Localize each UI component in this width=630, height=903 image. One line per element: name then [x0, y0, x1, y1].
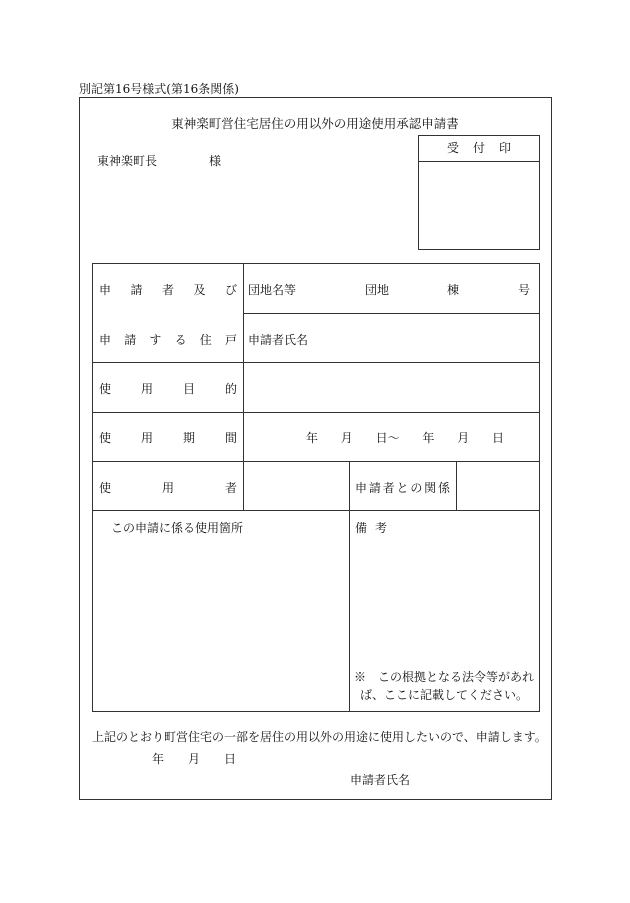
housing-input-area[interactable]	[244, 264, 540, 313]
label-char: 戸	[224, 333, 237, 347]
form-title: 東神楽町営住宅居住の用以外の用途使用承認申請書	[171, 116, 459, 131]
usage-location-label: この申請に係る使用箇所	[111, 521, 244, 535]
applicant-name-input-area[interactable]	[244, 314, 540, 362]
remarks-note-line2: ば、ここに記載してください。	[360, 688, 529, 702]
label-char: 目	[182, 382, 195, 396]
purpose-label	[99, 380, 237, 397]
relation-label	[355, 479, 450, 496]
label-char: 者	[382, 481, 395, 495]
remarks-note	[354, 668, 534, 704]
housing-field-label: 団地名等	[248, 283, 297, 297]
date-month-label: 月	[187, 752, 200, 766]
signature-label: 申請者氏名	[350, 773, 411, 787]
application-date[interactable]	[152, 750, 236, 767]
applicant-label-line1	[99, 281, 237, 298]
remarks-input-area[interactable]	[350, 536, 540, 666]
addressee-honorific: 様	[209, 154, 222, 168]
row-divider	[93, 510, 540, 511]
label-char: 申	[99, 333, 112, 347]
user-input-area[interactable]	[244, 462, 349, 510]
label-char: 住	[199, 333, 212, 347]
label-char: の	[410, 481, 423, 495]
period-label	[99, 429, 237, 446]
label-char: 者	[224, 481, 237, 495]
label-char: と	[396, 481, 409, 495]
label-char: 的	[224, 382, 237, 396]
label-char: 備	[355, 521, 368, 535]
label-char: 請	[124, 333, 137, 347]
period-end-day-label: 日	[491, 431, 504, 445]
period-value-fields[interactable]	[306, 429, 504, 446]
relation-input-area[interactable]	[457, 462, 540, 510]
period-end-month-label: 月	[457, 431, 470, 445]
purpose-input-area[interactable]	[244, 363, 540, 412]
reception-stamp-box	[418, 135, 540, 250]
reception-stamp-area[interactable]	[419, 162, 539, 251]
label-char: 間	[224, 431, 237, 445]
label-char: る	[174, 333, 187, 347]
user-label	[99, 479, 237, 496]
application-statement: 上記のとおり町営住宅の一部を居住の用以外の用途に使用したいので、申請します。	[92, 730, 547, 744]
addressee-name: 東神楽町長	[97, 154, 158, 168]
housing-building-label: 棟	[447, 283, 460, 297]
application-table	[92, 263, 540, 712]
label-char: 用	[140, 382, 153, 396]
reception-stamp-header: 受付印	[419, 136, 539, 162]
label-char: び	[224, 283, 237, 297]
label-char: 考	[374, 521, 387, 535]
period-start-day-label: 日～	[375, 431, 400, 445]
housing-estate-label: 団地	[365, 283, 390, 297]
usage-location-input-area[interactable]	[94, 536, 348, 710]
period-end-year-label: 年	[422, 431, 435, 445]
applicant-name-label: 申請者氏名	[248, 333, 309, 347]
label-char: 使	[99, 481, 112, 495]
signature-input-area[interactable]	[412, 766, 540, 788]
form-number-label: 別記第16号様式(第16条関係)	[79, 82, 239, 96]
label-char: 係	[437, 481, 450, 495]
label-char: 用	[140, 431, 153, 445]
date-day-label: 日	[223, 752, 236, 766]
period-start-month-label: 月	[340, 431, 353, 445]
remarks-note-line1: ※ この根拠となる法令等があれ	[354, 670, 535, 684]
remarks-label	[355, 519, 387, 536]
label-char: す	[149, 333, 162, 347]
label-char: 用	[161, 481, 174, 495]
label-char: 使	[99, 431, 112, 445]
label-char: 請	[130, 283, 143, 297]
label-char: 申	[355, 481, 368, 495]
period-start-year-label: 年	[306, 431, 319, 445]
label-char: 申	[99, 283, 112, 297]
housing-number-label: 号	[518, 283, 531, 297]
label-char: 使	[99, 382, 112, 396]
applicant-label-line2	[99, 331, 237, 348]
label-char: 者	[161, 283, 174, 297]
date-year-label: 年	[152, 752, 165, 766]
label-char: 関	[424, 481, 437, 495]
addressee	[97, 152, 221, 169]
label-char: 及	[193, 283, 206, 297]
label-char: 請	[368, 481, 381, 495]
row-divider	[93, 412, 540, 413]
label-char: 期	[182, 431, 195, 445]
